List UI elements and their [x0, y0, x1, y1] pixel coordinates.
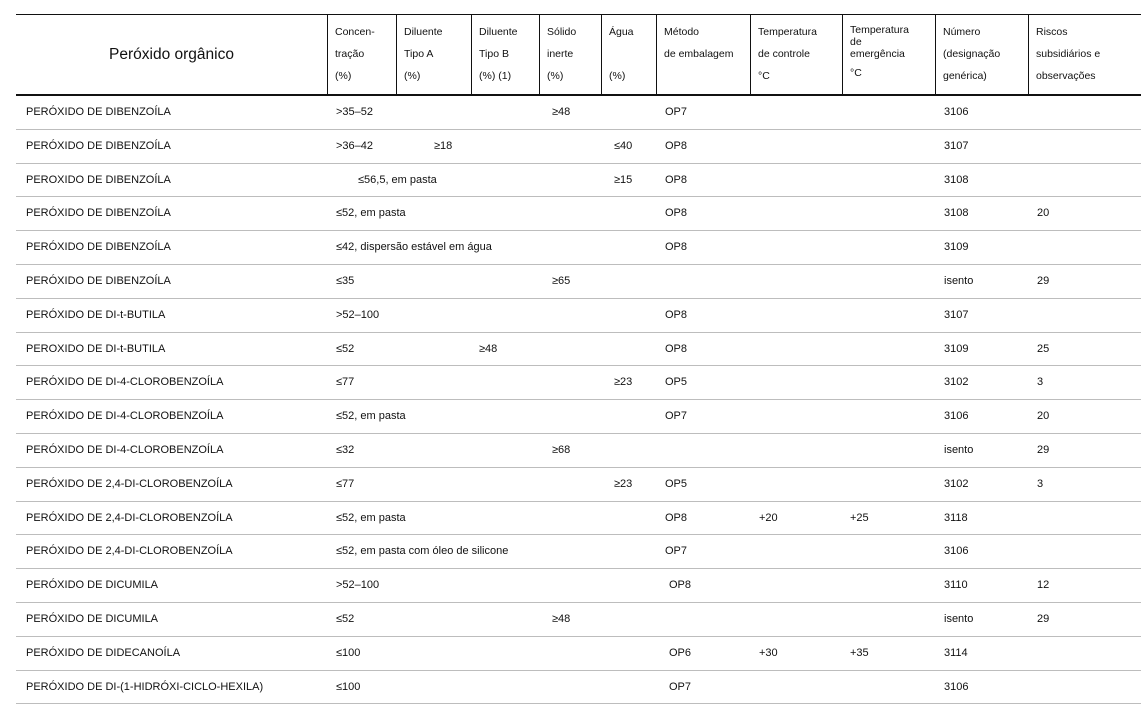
table-row	[16, 333, 1141, 367]
row-concentration: ≤52, em pasta com óleo de silicone	[336, 545, 509, 558]
row-packing-method: OP7	[665, 106, 688, 118]
row-concentration: >52–100	[336, 308, 380, 321]
row-name: PERÓXIDO DE DI-4-CLOROBENZOÍLA	[26, 376, 224, 389]
row-name: PERÓXIDO DE 2,4-DI-CLOROBENZOÍLA	[26, 477, 233, 490]
table-row	[16, 603, 1141, 637]
row-packing-method: OP5	[665, 376, 688, 389]
table-header	[16, 14, 1141, 96]
row-concentration: ≤52, em pasta	[336, 511, 406, 524]
header-inert-solid: Sólido inerte (%)	[539, 15, 601, 94]
row-packing-method: OP8	[665, 207, 688, 220]
row-packing-method: OP6	[669, 646, 692, 659]
row-name: PERÓXIDO DE 2,4-DI-CLOROBENZOÍLA	[26, 511, 233, 524]
row-concentration: ≤56,5, em pasta	[358, 173, 437, 186]
row-concentration: >35–52	[336, 106, 374, 118]
row-un-number: 3106	[944, 106, 969, 118]
row-un-number: 3102	[944, 477, 969, 490]
row-un-number: 3108	[944, 207, 969, 220]
row-diluent-a: ≥18	[434, 139, 453, 152]
row-concentration: ≤100	[336, 646, 361, 659]
row-un-number: 3107	[944, 139, 969, 152]
row-water: ≥23	[614, 376, 633, 389]
header-risks: Riscos subsidiários e observações	[1028, 15, 1141, 94]
row-un-number: 3106	[944, 545, 969, 558]
row-un-number: 3109	[944, 241, 969, 254]
row-name: PEROXIDO DE DI-t-BUTILA	[26, 342, 166, 355]
table-row	[16, 164, 1141, 198]
header-un-number: Número (designação genérica)	[935, 15, 1028, 94]
row-concentration: ≤35	[336, 274, 355, 287]
row-packing-method: OP7	[665, 545, 688, 558]
row-emergency-temp: +25	[850, 511, 869, 524]
row-packing-method: OP8	[665, 139, 688, 152]
peroxide-table	[16, 14, 1141, 704]
table-row	[16, 197, 1141, 231]
row-un-number: 3109	[944, 342, 969, 355]
row-concentration: ≤52, em pasta	[336, 410, 406, 423]
row-name: PERÓXIDO DE 2,4-DI-CLOROBENZOÍLA	[26, 545, 233, 558]
row-un-number: isento	[944, 612, 974, 625]
row-name: PEROXIDO DE DIBENZOÍLA	[26, 173, 171, 186]
row-risks: 20	[1037, 207, 1050, 220]
row-water: ≥15	[614, 173, 633, 186]
row-un-number: 3107	[944, 308, 969, 321]
row-packing-method: OP7	[669, 680, 692, 693]
row-concentration: ≤77	[336, 477, 355, 490]
table-row	[16, 96, 1141, 130]
table-row	[16, 671, 1141, 704]
row-concentration: >36–42	[336, 139, 374, 152]
row-name: PERÓXIDO DE DICUMILA	[26, 612, 159, 625]
header-diluent-a: Diluente Tipo A (%)	[396, 15, 471, 94]
row-risks: 20	[1037, 410, 1050, 423]
header-concentration: Concen- tração (%)	[327, 15, 396, 94]
row-un-number: 3108	[944, 173, 969, 186]
row-risks: 12	[1037, 579, 1050, 592]
row-name: PERÓXIDO DE DIBENZOÍLA	[26, 274, 171, 287]
row-risks: 29	[1037, 443, 1050, 456]
header-packing-method: Método de embalagem	[656, 15, 750, 94]
table-row	[16, 265, 1141, 299]
header-water: Água (%)	[601, 15, 656, 94]
row-un-number: 3118	[944, 511, 968, 524]
header-diluent-b: Diluente Tipo B (%) (1)	[471, 15, 539, 94]
header-control-temp: Temperatura de controle °C	[750, 15, 842, 94]
row-packing-method: OP7	[665, 410, 688, 423]
row-emergency-temp: +35	[850, 646, 869, 659]
table-row	[16, 535, 1141, 569]
row-risks: 29	[1037, 274, 1050, 287]
table-row	[16, 569, 1141, 603]
table-body	[16, 96, 1141, 704]
row-risks: 29	[1037, 612, 1050, 625]
row-un-number: 3110	[944, 579, 968, 592]
row-name: PERÓXIDO DE DIBENZOÍLA	[26, 241, 171, 254]
row-water: ≥23	[614, 477, 633, 490]
row-un-number: 3114	[944, 646, 968, 659]
row-inert-solid: ≥65	[552, 274, 571, 287]
row-concentration: ≤52	[336, 342, 355, 355]
row-concentration: ≤32	[336, 443, 355, 456]
row-name: PERÓXIDO DE DICUMILA	[26, 579, 159, 592]
row-diluent-b: ≥48	[479, 342, 498, 355]
row-un-number: 3106	[944, 410, 969, 423]
row-concentration: ≤77	[336, 376, 355, 389]
row-risks: 25	[1037, 342, 1050, 355]
row-concentration: ≤52, em pasta	[336, 207, 406, 220]
row-un-number: isento	[944, 443, 974, 456]
row-packing-method: OP8	[669, 579, 692, 592]
table-row	[16, 231, 1141, 265]
row-packing-method: OP8	[665, 173, 688, 186]
row-name: PERÓXIDO DE DIBENZOÍLA	[26, 207, 171, 220]
row-risks: 3	[1037, 376, 1044, 389]
row-risks: 3	[1037, 477, 1044, 490]
row-concentration: ≤42, dispersão estável em água	[336, 241, 492, 254]
header-name: Peróxido orgânico	[109, 46, 234, 63]
row-control-temp: +30	[759, 646, 778, 659]
table-row	[16, 130, 1141, 164]
row-packing-method: OP8	[665, 511, 688, 524]
table-row	[16, 434, 1141, 468]
row-packing-method: OP8	[665, 308, 688, 321]
row-name: PERÓXIDO DE DIDECANOÍLA	[26, 646, 181, 659]
table-row	[16, 637, 1141, 671]
row-inert-solid: ≥48	[552, 106, 571, 118]
row-name: PERÓXIDO DE DI-t-BUTILA	[26, 308, 166, 321]
row-packing-method: OP8	[665, 342, 688, 355]
row-un-number: 3102	[944, 376, 969, 389]
row-packing-method: OP5	[665, 477, 688, 490]
row-name: PERÓXIDO DE DIBENZOÍLA	[26, 106, 171, 118]
row-name: PERÓXIDO DE DI-4-CLOROBENZOÍLA	[26, 410, 224, 423]
row-un-number: 3106	[944, 680, 969, 693]
row-concentration: ≤52	[336, 612, 355, 625]
row-name: PERÓXIDO DE DI-4-CLOROBENZOÍLA	[26, 443, 224, 456]
row-concentration: >52–100	[336, 579, 380, 592]
row-packing-method: OP8	[665, 241, 688, 254]
table-row	[16, 468, 1141, 502]
row-inert-solid: ≥68	[552, 443, 571, 456]
row-control-temp: +20	[759, 511, 778, 524]
row-inert-solid: ≥48	[552, 612, 571, 625]
row-name: PERÓXIDO DE DI-(1-HIDRÓXI-CICLO-HEXILA)	[26, 680, 264, 693]
table-row	[16, 366, 1141, 400]
row-concentration: ≤100	[336, 680, 361, 693]
row-un-number: isento	[944, 274, 974, 287]
table-row	[16, 400, 1141, 434]
table-row	[16, 502, 1141, 536]
table-row	[16, 299, 1141, 333]
row-water: ≤40	[614, 139, 633, 152]
header-emergency-temp: Temperatura de emergência °C	[842, 15, 935, 94]
row-name: PERÓXIDO DE DIBENZOÍLA	[26, 139, 171, 152]
